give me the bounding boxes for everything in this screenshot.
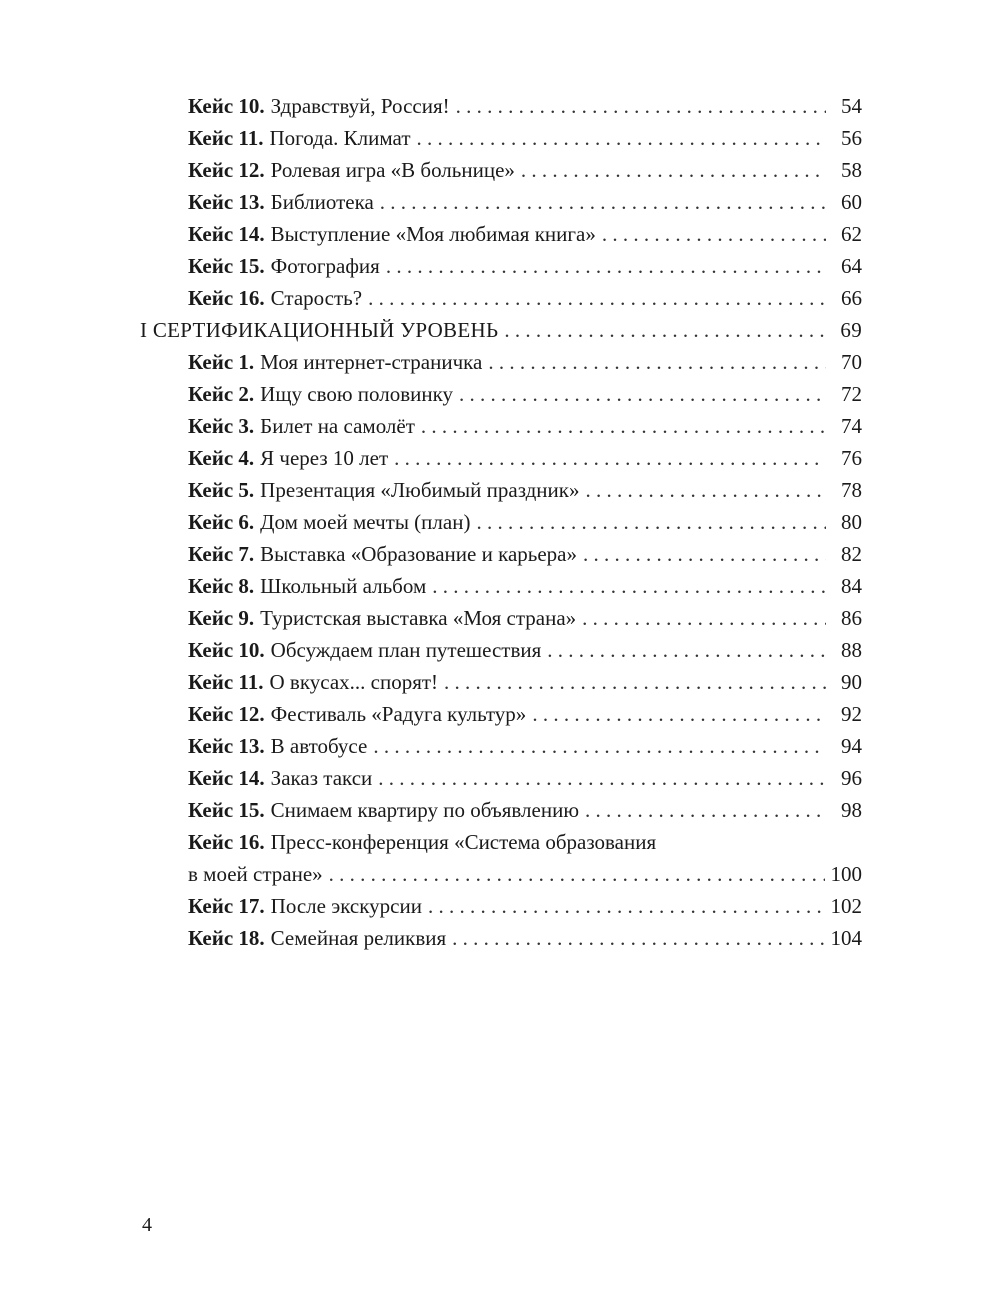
dot-leader bbox=[432, 570, 826, 602]
toc-entry-title: Выступление «Моя любимая книга» bbox=[270, 222, 596, 246]
toc-entry-page: 80 bbox=[841, 510, 862, 534]
case-label: Кейс 10. bbox=[188, 94, 265, 118]
case-label: Кейс 15. bbox=[188, 254, 265, 278]
toc-entry-page: 96 bbox=[841, 766, 862, 790]
toc-entry bbox=[140, 698, 862, 730]
case-label: Кейс 6. bbox=[188, 510, 255, 534]
toc-entry bbox=[140, 922, 862, 954]
case-label: Кейс 2. bbox=[188, 382, 255, 406]
toc-entry bbox=[140, 794, 862, 826]
toc-entry-title: Я через 10 лет bbox=[260, 446, 389, 470]
case-label: Кейс 9. bbox=[188, 606, 255, 630]
dot-leader bbox=[394, 442, 826, 474]
dot-leader bbox=[504, 314, 826, 346]
toc-entry-page: 64 bbox=[841, 254, 862, 278]
case-label: Кейс 12. bbox=[188, 702, 265, 726]
dot-leader bbox=[373, 730, 826, 762]
case-label: Кейс 8. bbox=[188, 574, 255, 598]
toc-entry-title: Презентация «Любимый праздник» bbox=[260, 478, 580, 502]
toc-entry-page: 62 bbox=[841, 222, 862, 246]
toc-entry-page: 58 bbox=[841, 158, 862, 182]
dot-leader bbox=[380, 186, 826, 218]
toc-entry-page: 56 bbox=[841, 126, 862, 150]
toc-entry-title: Школьный альбом bbox=[260, 574, 427, 598]
dot-leader bbox=[386, 250, 826, 282]
case-label: Кейс 12. bbox=[188, 158, 265, 182]
toc-entry-title: Семейная реликвия bbox=[270, 926, 447, 950]
toc-entry-title: Фестиваль «Радуга культур» bbox=[270, 702, 527, 726]
dot-leader bbox=[456, 90, 826, 122]
toc-entry bbox=[140, 538, 862, 570]
toc-entry-page: 82 bbox=[841, 542, 862, 566]
toc-entry-page: 88 bbox=[841, 638, 862, 662]
section-title: I СЕРТИФИКАЦИОННЫЙ УРОВЕНЬ bbox=[140, 318, 499, 342]
toc-entry-page: 60 bbox=[841, 190, 862, 214]
dot-leader bbox=[532, 698, 826, 730]
case-label: Кейс 3. bbox=[188, 414, 255, 438]
toc-entry bbox=[140, 186, 862, 218]
case-label: Кейс 11. bbox=[188, 670, 264, 694]
case-label: Кейс 10. bbox=[188, 638, 265, 662]
dot-leader bbox=[452, 922, 824, 954]
section-page: 69 bbox=[840, 318, 862, 342]
toc-entry bbox=[140, 90, 862, 122]
case-label: Кейс 15. bbox=[188, 798, 265, 822]
toc-entry-title: В автобусе bbox=[270, 734, 368, 758]
toc-entry bbox=[140, 154, 862, 186]
toc-entry-page: 90 bbox=[841, 670, 862, 694]
case-label: Кейс 16. bbox=[188, 286, 265, 310]
case-label: Кейс 1. bbox=[188, 350, 255, 374]
toc-entry-title-continued: в моей стране» bbox=[188, 862, 323, 886]
toc-entry bbox=[140, 122, 862, 154]
dot-leader bbox=[421, 410, 826, 442]
toc-entry-title: Библиотека bbox=[270, 190, 374, 214]
toc-entry bbox=[140, 730, 862, 762]
toc-entry-page: 98 bbox=[841, 798, 862, 822]
dot-leader bbox=[521, 154, 826, 186]
toc-entry-page: 84 bbox=[841, 574, 862, 598]
toc-entry bbox=[140, 410, 862, 442]
toc-entry-page: 66 bbox=[841, 286, 862, 310]
dot-leader bbox=[586, 474, 827, 506]
dot-leader bbox=[585, 794, 826, 826]
toc-entry-title: Обсуждаем план путешествия bbox=[270, 638, 542, 662]
toc-entry-title: Туристская выставка «Моя страна» bbox=[260, 606, 577, 630]
toc-entry-title: Здравствуй, Россия! bbox=[270, 94, 450, 118]
dot-leader bbox=[602, 218, 826, 250]
toc-entry-title: Билет на самолёт bbox=[260, 414, 415, 438]
dot-leader bbox=[476, 506, 826, 538]
toc-entry-page: 72 bbox=[841, 382, 862, 406]
toc-entry-page: 102 bbox=[830, 894, 862, 918]
toc-entry-title: Ищу свою половинку bbox=[260, 382, 454, 406]
toc-entry bbox=[140, 218, 862, 250]
dot-leader bbox=[368, 282, 826, 314]
toc-entry bbox=[140, 666, 862, 698]
case-label: Кейс 13. bbox=[188, 734, 265, 758]
toc-entry bbox=[140, 250, 862, 282]
toc-entry bbox=[140, 378, 862, 410]
toc-entry-multiline bbox=[140, 826, 862, 858]
toc-entry-page: 70 bbox=[841, 350, 862, 374]
toc-entry bbox=[140, 506, 862, 538]
dot-leader bbox=[583, 538, 826, 570]
dot-leader bbox=[417, 122, 827, 154]
toc-entry-page: 74 bbox=[841, 414, 862, 438]
toc-entry-page: 78 bbox=[841, 478, 862, 502]
toc-entry-title: О вкусах... спорят! bbox=[269, 670, 439, 694]
toc-entry-title: Ролевая игра «В больнице» bbox=[270, 158, 515, 182]
table-of-contents bbox=[140, 90, 862, 954]
case-label: Кейс 14. bbox=[188, 222, 265, 246]
dot-leader bbox=[582, 602, 826, 634]
toc-entry-title: Фотография bbox=[270, 254, 380, 278]
toc-entry bbox=[140, 474, 862, 506]
toc-section-heading bbox=[140, 314, 862, 346]
dot-leader bbox=[428, 890, 825, 922]
toc-entry-title: Снимаем квартиру по объявлению bbox=[270, 798, 580, 822]
toc-entry bbox=[140, 890, 862, 922]
toc-entry bbox=[140, 570, 862, 602]
toc-entry-page: 76 bbox=[841, 446, 862, 470]
dot-leader bbox=[329, 858, 825, 890]
case-label: Кейс 13. bbox=[188, 190, 265, 214]
toc-entry-page: 104 bbox=[830, 926, 862, 950]
toc-entry-page: 100 bbox=[830, 862, 862, 886]
toc-entry bbox=[140, 282, 862, 314]
toc-entry-title: Выставка «Образование и карьера» bbox=[260, 542, 577, 566]
toc-entry-page: 94 bbox=[841, 734, 862, 758]
dot-leader bbox=[444, 666, 826, 698]
page-number: 4 bbox=[142, 1214, 152, 1236]
toc-entry-continuation bbox=[140, 858, 862, 890]
case-label: Кейс 4. bbox=[188, 446, 255, 470]
toc-entry-page: 86 bbox=[841, 606, 862, 630]
dot-leader bbox=[488, 346, 826, 378]
case-label: Кейс 5. bbox=[188, 478, 255, 502]
toc-entry-page: 54 bbox=[841, 94, 862, 118]
toc-entry-title: Дом моей мечты (план) bbox=[260, 510, 471, 534]
dot-leader bbox=[547, 634, 826, 666]
toc-entry-page: 92 bbox=[841, 702, 862, 726]
case-label: Кейс 16. bbox=[188, 830, 265, 854]
toc-entry-title: Старость? bbox=[270, 286, 363, 310]
toc-entry bbox=[140, 602, 862, 634]
case-label: Кейс 18. bbox=[188, 926, 265, 950]
case-label: Кейс 17. bbox=[188, 894, 265, 918]
toc-entry-title: Заказ такси bbox=[270, 766, 373, 790]
case-label: Кейс 14. bbox=[188, 766, 265, 790]
toc-entry-title: После экскурсии bbox=[270, 894, 422, 918]
toc-entry bbox=[140, 346, 862, 378]
toc-entry bbox=[140, 762, 862, 794]
case-label: Кейс 7. bbox=[188, 542, 255, 566]
toc-entry bbox=[140, 442, 862, 474]
dot-leader bbox=[378, 762, 826, 794]
case-label: Кейс 11. bbox=[188, 126, 264, 150]
toc-entry-title: Пресс-конференция «Система образования bbox=[270, 830, 657, 854]
toc-entry-title: Моя интернет-страничка bbox=[260, 350, 483, 374]
dot-leader bbox=[459, 378, 826, 410]
toc-entry-title: Погода. Климат bbox=[269, 126, 411, 150]
toc-entry bbox=[140, 634, 862, 666]
